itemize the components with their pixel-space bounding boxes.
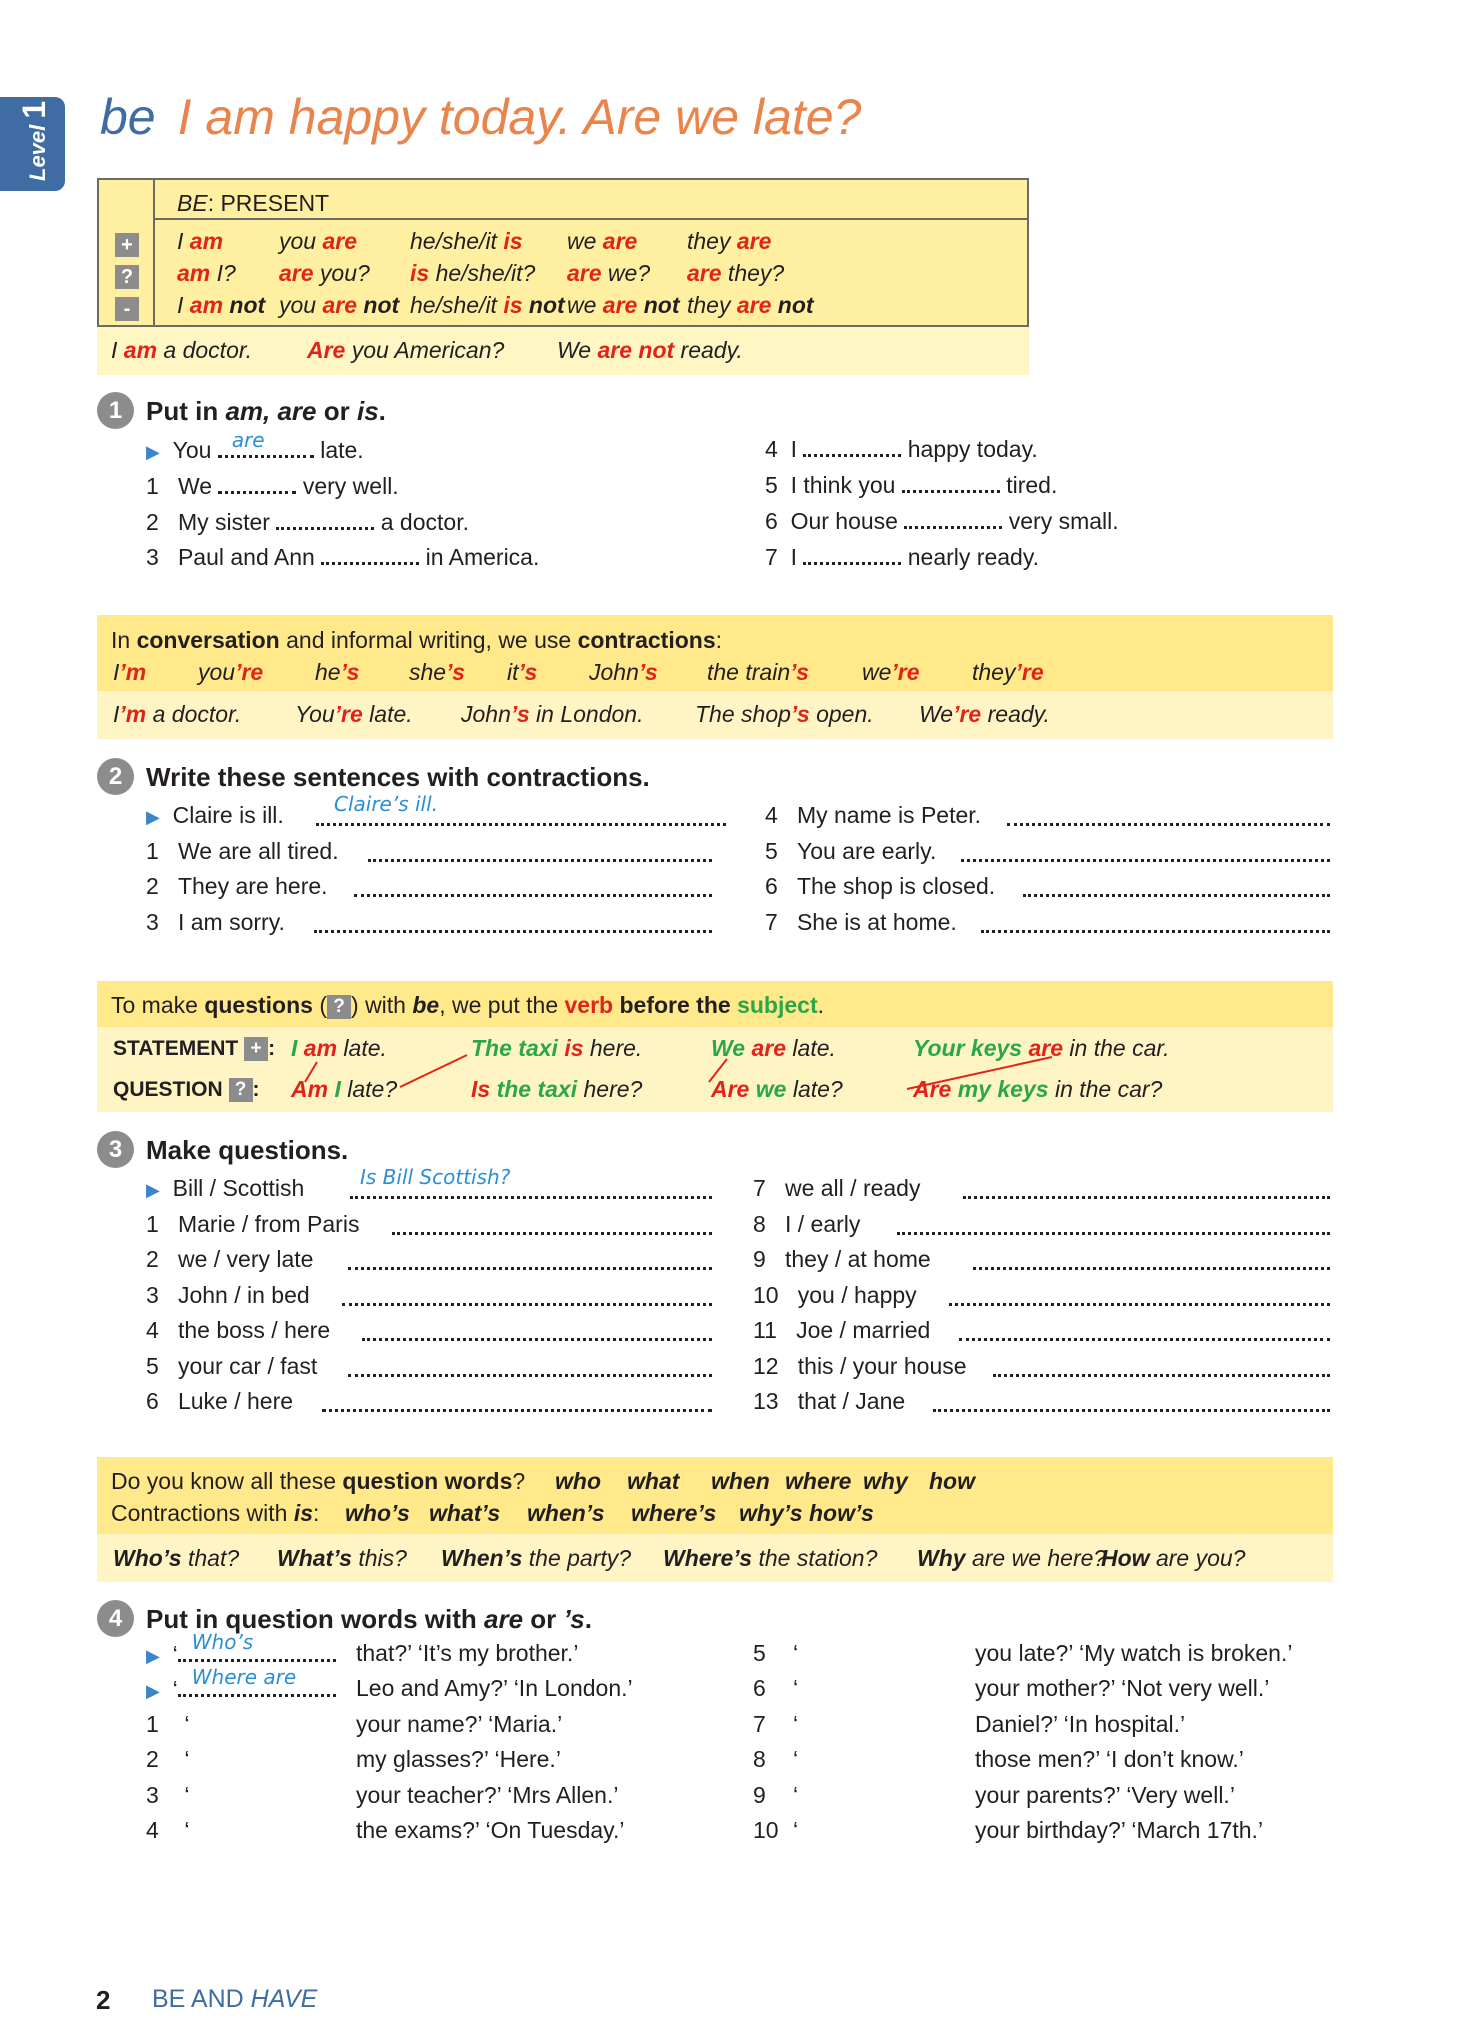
statement-label: STATEMENT + : xyxy=(113,1037,276,1060)
exercise-item: 4 the boss / here xyxy=(146,1317,330,1344)
answer-blank[interactable] xyxy=(993,1355,1330,1377)
example-arrow-icon: ▶ xyxy=(146,1646,160,1666)
answer-blank[interactable] xyxy=(949,1284,1330,1306)
question-word-example: Where’s the station? xyxy=(663,1545,878,1571)
question-word-example: Why are we here? xyxy=(917,1545,1107,1571)
table-cell: are they? xyxy=(687,260,785,286)
question-word: where xyxy=(785,1468,852,1494)
exercise-item: 8 I / early xyxy=(753,1211,860,1238)
sign-column xyxy=(99,180,155,325)
question-word: who xyxy=(555,1468,601,1494)
contraction-item: the train’s xyxy=(707,659,809,685)
item-text: your mother?’ ‘Not very well.’ xyxy=(975,1675,1270,1701)
question-word-example: When’s the party? xyxy=(441,1545,632,1571)
table-cell: are you? xyxy=(279,260,370,286)
exercise-number: 3 xyxy=(97,1131,134,1168)
contractions-line: Contractions with is: xyxy=(111,1500,320,1526)
be-example: We are not ready. xyxy=(557,337,743,363)
exercise-heading: Put in am, are or is. xyxy=(146,396,386,426)
exercise-item: 6 Luke / here xyxy=(146,1388,293,1415)
be-example: I am a doctor. xyxy=(111,337,253,363)
answer-blank[interactable] xyxy=(276,508,374,530)
exercise-number: 2 xyxy=(97,758,134,795)
statement-example: The taxi is here. xyxy=(471,1035,643,1061)
answer-blank[interactable] xyxy=(1023,875,1330,897)
answer-blank[interactable] xyxy=(368,840,712,862)
item-text: Leo and Amy?’ ‘In London.’ xyxy=(356,1675,633,1701)
contraction-item: it’s xyxy=(507,659,538,685)
contraction-example: I’m a doctor. xyxy=(113,701,242,727)
answer-blank[interactable] xyxy=(897,1213,1330,1235)
answer-blank[interactable] xyxy=(218,428,314,464)
exercise-heading: Write these sentences with contractions. xyxy=(146,762,650,792)
contractions-examples xyxy=(97,691,1333,739)
item-text: your parents?’ ‘Very well.’ xyxy=(975,1782,1235,1808)
answer-blank[interactable] xyxy=(959,1319,1330,1341)
table-cell: I am not xyxy=(177,292,266,318)
exercise-item: 2 we / very late xyxy=(146,1246,313,1273)
question-label: QUESTION ? : xyxy=(113,1078,260,1101)
table-cell: are we? xyxy=(567,260,651,286)
question-word-example: What’s this? xyxy=(277,1545,407,1571)
question-words-line: Do you know all these question words? xyxy=(111,1468,526,1494)
exercise-item: 9 they / at home xyxy=(753,1246,931,1273)
exercise-item: 6 The shop is closed. xyxy=(765,873,995,900)
question-word-contraction: where’s xyxy=(631,1500,717,1526)
level-tab xyxy=(0,97,65,191)
question-example: Are my keys in the car? xyxy=(913,1076,1163,1102)
exercise-item: 7 I nearly ready. xyxy=(765,544,1040,570)
exercise-item: 3 Paul and Ann in America. xyxy=(146,544,540,570)
exercise-item: 1 We are all tired. xyxy=(146,838,339,865)
example-arrow-icon: ▶ xyxy=(146,442,160,462)
question-word-contraction: who’s xyxy=(345,1500,410,1526)
answer-blank[interactable] xyxy=(803,435,901,457)
contraction-example: John’s in London. xyxy=(461,701,644,727)
exercise-item: 10 you / happy xyxy=(753,1282,917,1309)
answer-blank[interactable] xyxy=(348,1248,712,1270)
exercise-item: 3 ‘ your teacher?’ ‘Mrs Allen.’ xyxy=(146,1782,619,1808)
contraction-example: The shop’s open. xyxy=(695,701,874,727)
example-arrow-icon: ▶ xyxy=(146,807,160,827)
item-text: your teacher?’ ‘Mrs Allen.’ xyxy=(356,1782,619,1808)
handwritten-answer: Claire’s ill. xyxy=(334,792,439,816)
exercise-item: 5 ‘ you late?’ ‘My watch is broken.’ xyxy=(753,1640,1293,1666)
question-words-info-box xyxy=(97,1457,1333,1534)
contraction-item: she’s xyxy=(409,659,465,685)
question-word: when xyxy=(711,1468,770,1494)
item-text: my glasses?’ ‘Here.’ xyxy=(356,1746,561,1772)
minus-sign-icon: - xyxy=(115,297,139,321)
exercise-item: 6 ‘ your mother?’ ‘Not very well.’ xyxy=(753,1675,1270,1701)
question-example: Am I late? xyxy=(291,1076,398,1102)
question-word: what xyxy=(627,1468,680,1494)
exercise-item: 8 ‘ those men?’ ‘I don’t know.’ xyxy=(753,1746,1244,1772)
item-text: those men?’ ‘I don’t know.’ xyxy=(975,1746,1244,1772)
be-present-table xyxy=(97,178,1029,327)
answer-blank[interactable] xyxy=(314,911,712,933)
be-examples xyxy=(97,327,1029,375)
example-row: ▶ Bill / Scottish xyxy=(146,1175,305,1201)
exercise-item: 3 I am sorry. xyxy=(146,909,285,936)
contraction-item: I’m xyxy=(113,659,147,685)
handwritten-answer: Where are xyxy=(191,1665,297,1689)
table-cell: is he/she/it? xyxy=(410,260,536,286)
questions-info-box xyxy=(97,981,1333,1027)
answer-blank[interactable] xyxy=(218,472,296,494)
exercise-number: 1 xyxy=(97,392,134,429)
answer-blank[interactable] xyxy=(342,1284,712,1306)
be-example: Are you American? xyxy=(307,337,505,363)
contractions-info-box xyxy=(97,615,1333,691)
example-row: ▶ ‘ Where are Leo and Amy?’ ‘In London.’ xyxy=(146,1665,633,1702)
handwritten-answer: Is Bill Scottish? xyxy=(360,1165,511,1189)
example-row: ▶ Claire is ill. xyxy=(146,802,284,828)
answer-blank[interactable] xyxy=(348,1355,712,1377)
answer-blank[interactable] xyxy=(933,1390,1330,1412)
question-word-contraction: why’s xyxy=(739,1500,803,1526)
exercise-item: 1 ‘ your name?’ ‘Maria.’ xyxy=(146,1711,563,1737)
answer-blank[interactable] xyxy=(981,911,1330,933)
answer-blank[interactable] xyxy=(322,1390,712,1412)
exercise-item: 10 ‘ your birthday?’ ‘March 17th.’ xyxy=(753,1817,1264,1843)
table-cell: we are not xyxy=(567,292,680,318)
exercise-item: 12 this / your house xyxy=(753,1353,967,1380)
table-cell: you are not xyxy=(279,292,400,318)
item-text: you late?’ ‘My watch is broken.’ xyxy=(975,1640,1293,1666)
contraction-item: you’re xyxy=(198,659,264,685)
answer-blank[interactable] xyxy=(316,792,726,826)
table-cell: he/she/it is xyxy=(410,228,523,254)
answer-blank[interactable] xyxy=(178,1665,336,1703)
exercise-item: 7 She is at home. xyxy=(765,909,957,936)
question-sign-icon: ? xyxy=(115,265,139,289)
table-heading: BE: PRESENT xyxy=(155,180,1027,220)
item-text: your birthday?’ ‘March 17th.’ xyxy=(975,1817,1264,1843)
answer-blank[interactable] xyxy=(961,840,1330,862)
exercise-item: 1 Marie / from Paris xyxy=(146,1211,359,1238)
statement-example: I am late. xyxy=(291,1035,387,1061)
section-title: BE AND HAVE xyxy=(152,1985,318,2013)
answer-blank[interactable] xyxy=(178,1630,336,1668)
table-cell: I am xyxy=(177,228,224,254)
answer-blank[interactable] xyxy=(904,507,1002,529)
exercise-item: 5 You are early. xyxy=(765,838,936,865)
page-title xyxy=(100,88,861,146)
answer-blank[interactable] xyxy=(321,543,419,565)
exercise-item: 6 Our house very small. xyxy=(765,508,1119,534)
item-text: Daniel?’ ‘In hospital.’ xyxy=(975,1711,1186,1737)
contraction-item: John’s xyxy=(589,659,658,685)
example-row: ▶ You are late. xyxy=(146,428,364,463)
answer-blank[interactable] xyxy=(392,1213,712,1235)
question-sign-icon: ? xyxy=(229,1078,253,1102)
exercise-item: 4 My name is Peter. xyxy=(765,802,981,829)
exercise-item: 2 My sister a doctor. xyxy=(146,509,469,535)
questions-examples xyxy=(97,1027,1333,1112)
exercise-item: 2 They are here. xyxy=(146,873,328,900)
answer-blank[interactable] xyxy=(350,1165,712,1199)
example-row: ▶ ‘ Who’s that?’ ‘It’s my brother.’ xyxy=(146,1630,579,1667)
level-label: Level 1 xyxy=(16,100,52,181)
exercise-item: 7 we all / ready xyxy=(753,1175,920,1202)
exercise-item: 4 I happy today. xyxy=(765,436,1038,462)
item-text: that?’ ‘It’s my brother.’ xyxy=(356,1640,579,1666)
contraction-item: they’re xyxy=(972,659,1044,685)
handwritten-answer: Who’s xyxy=(191,1630,254,1654)
contractions-text: In conversation and informal writing, we use contractions: xyxy=(111,627,723,653)
question-word-example: How are you? xyxy=(1101,1545,1246,1571)
question-word: why xyxy=(863,1468,908,1494)
page-number: 2 xyxy=(96,1985,111,2015)
exercise-item: 7 ‘ Daniel?’ ‘In hospital.’ xyxy=(753,1711,1186,1737)
table-cell: we are xyxy=(567,228,638,254)
answer-blank[interactable] xyxy=(902,471,1000,493)
contraction-example: You’re late. xyxy=(295,701,413,727)
exercise-item: 5 your car / fast xyxy=(146,1353,317,1380)
answer-blank[interactable] xyxy=(354,875,712,897)
table-cell: they are not xyxy=(687,292,814,318)
statement-example: We are late. xyxy=(711,1035,836,1061)
questions-text: To make questions ( ? ) with be, we put the verb before the subject. xyxy=(111,992,824,1018)
contraction-item: we’re xyxy=(862,659,920,685)
exercise-heading: Make questions. xyxy=(146,1135,349,1165)
statement-example: Your keys are in the car. xyxy=(913,1035,1170,1061)
exercise-item: 13 that / Jane xyxy=(753,1388,905,1415)
contraction-item: he’s xyxy=(315,659,360,685)
question-word-example: Who’s that? xyxy=(113,1545,240,1571)
exercise-item: 11 Joe / married xyxy=(753,1317,930,1344)
question-word-contraction: what’s xyxy=(429,1500,501,1526)
answer-blank[interactable] xyxy=(973,1248,1330,1270)
exercise-item: 4 ‘ the exams?’ ‘On Tuesday.’ xyxy=(146,1817,625,1843)
question-words-examples xyxy=(97,1534,1333,1582)
question-example: Is the taxi here? xyxy=(471,1076,643,1102)
answer-blank[interactable] xyxy=(362,1319,712,1341)
table-cell: they are xyxy=(687,228,772,254)
answer-blank[interactable] xyxy=(1007,804,1330,826)
exercise-item: 5 I think you tired. xyxy=(765,472,1058,498)
exercise-item: 1 We very well. xyxy=(146,473,399,499)
question-word-contraction: how’s xyxy=(809,1500,874,1526)
table-cell: he/she/it is not xyxy=(410,292,565,318)
item-text: the exams?’ ‘On Tuesday.’ xyxy=(356,1817,625,1843)
title-word: be xyxy=(100,89,156,145)
plus-sign-icon: + xyxy=(115,233,139,257)
title-examples: I am happy today. Are we late? xyxy=(177,89,862,145)
question-word-contraction: when’s xyxy=(527,1500,605,1526)
item-text: your name?’ ‘Maria.’ xyxy=(356,1711,563,1737)
exercise-item: 3 John / in bed xyxy=(146,1282,310,1309)
exercise-heading: Put in question words with are or ’s. xyxy=(146,1604,592,1634)
exercise-number: 4 xyxy=(97,1600,134,1637)
answer-blank[interactable] xyxy=(803,543,901,565)
swap-arrows xyxy=(97,1027,1333,1112)
exercise-item: 9 ‘ your parents?’ ‘Very well.’ xyxy=(753,1782,1235,1808)
question-example: Are we late? xyxy=(711,1076,843,1102)
example-arrow-icon: ▶ xyxy=(146,1180,160,1200)
contraction-example: We’re ready. xyxy=(919,701,1050,727)
table-cell: you are xyxy=(279,228,358,254)
table-cell: am I? xyxy=(177,260,236,286)
exercise-item: 2 ‘ my glasses?’ ‘Here.’ xyxy=(146,1746,561,1772)
question-word: how xyxy=(929,1468,975,1494)
question-sign-icon: ? xyxy=(327,995,351,1019)
answer-blank[interactable] xyxy=(963,1177,1330,1199)
handwritten-answer: are xyxy=(231,428,265,452)
plus-sign-icon: + xyxy=(244,1037,268,1061)
example-arrow-icon: ▶ xyxy=(146,1681,160,1701)
